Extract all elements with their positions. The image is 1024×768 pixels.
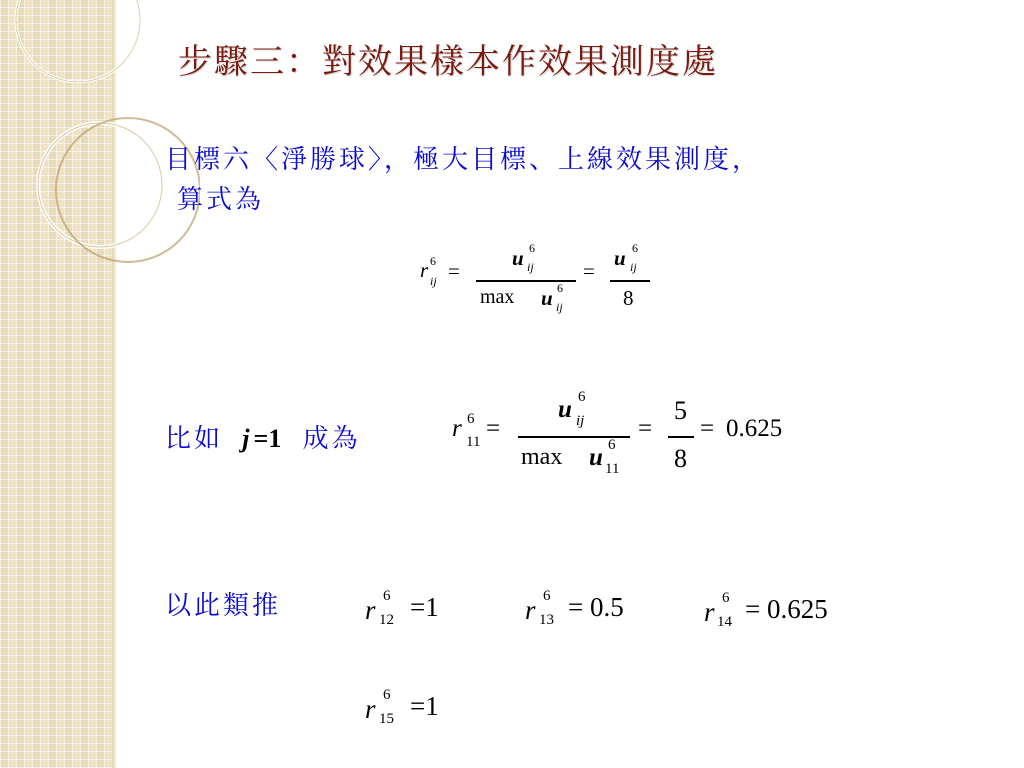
result-sup: 6	[383, 588, 391, 604]
formula1-num2-sup: 6	[632, 241, 638, 255]
formula1-den-text: max	[480, 286, 515, 308]
result-rhs: =1	[410, 691, 439, 721]
formula2-den2: 8	[674, 444, 687, 473]
result-sub: 14	[717, 614, 732, 630]
result-rhs: = 0.625	[745, 594, 828, 624]
formula2-fraction-bar-2	[668, 436, 694, 438]
formula1-den-var: u	[541, 286, 553, 310]
result-sub: 12	[379, 612, 394, 628]
formula2-den-text: max	[521, 444, 563, 470]
formula1-fraction-bar-2	[610, 280, 650, 282]
result-sub: 15	[379, 711, 394, 727]
result-sub: 13	[539, 612, 554, 628]
intro-paragraph	[165, 140, 1015, 220]
intro-line-2: 算式為	[177, 185, 265, 215]
slide-title: 步驟三：對效果樣本作效果測度處	[178, 42, 718, 82]
formula1-num-var: u	[512, 246, 524, 270]
formula2-den-sub: 11	[605, 461, 620, 477]
formula2-num-sup: 6	[578, 389, 586, 405]
formula2-num2: 5	[674, 396, 687, 425]
formula1-lhs-sub: ij	[430, 274, 437, 288]
formula1-den2: 8	[623, 286, 634, 310]
result-sup: 6	[383, 687, 391, 703]
formula1-eq2: =	[583, 259, 595, 283]
example-prefix: 比如	[165, 424, 224, 454]
formula2-eq2: =	[638, 415, 653, 442]
formula1-lhs-sup: 6	[430, 254, 436, 268]
formula2-eq1: =	[486, 415, 501, 442]
formula1-den-sub: ij	[556, 300, 563, 314]
formula2-num-var: u	[558, 396, 572, 423]
formula2-eq3: =	[700, 415, 715, 442]
example-label	[165, 418, 361, 455]
intro-line-1: 目標六〈淨勝球〉，極大目標、上線效果測度，	[165, 145, 762, 175]
formula2-den-var: u	[589, 444, 603, 471]
formula2-lhs-sub: 11	[466, 434, 481, 450]
example-var: j	[242, 424, 250, 453]
formula2-num-sub: ij	[576, 413, 585, 429]
formula2-den-sup: 6	[608, 437, 616, 453]
analogy-label: 以此類推	[165, 591, 282, 621]
formula2-lhs-sup: 6	[467, 411, 475, 427]
formula1-num-sub: ij	[527, 260, 534, 274]
result-sup: 6	[722, 590, 730, 606]
formula1-num2-sub: ij	[630, 260, 637, 274]
formula1-num-sup: 6	[529, 241, 535, 255]
formula1-eq1: =	[448, 259, 460, 283]
result-var: r	[365, 595, 376, 625]
formula1-den-sup: 6	[557, 281, 563, 295]
example-suffix: 成為	[302, 424, 361, 454]
result-var: r	[704, 597, 715, 627]
result-rhs: = 0.5	[568, 592, 624, 622]
result-var: r	[365, 694, 376, 724]
result-rhs: =1	[410, 592, 439, 622]
formula1-num2-var: u	[614, 246, 626, 270]
example-eq: =1	[253, 424, 282, 453]
formula2-result: 0.625	[726, 415, 783, 442]
formula2-lhs-var: r	[452, 415, 462, 442]
formula1-lhs-var: r	[420, 258, 429, 282]
result-sup: 6	[543, 588, 551, 604]
result-var: r	[525, 595, 536, 625]
